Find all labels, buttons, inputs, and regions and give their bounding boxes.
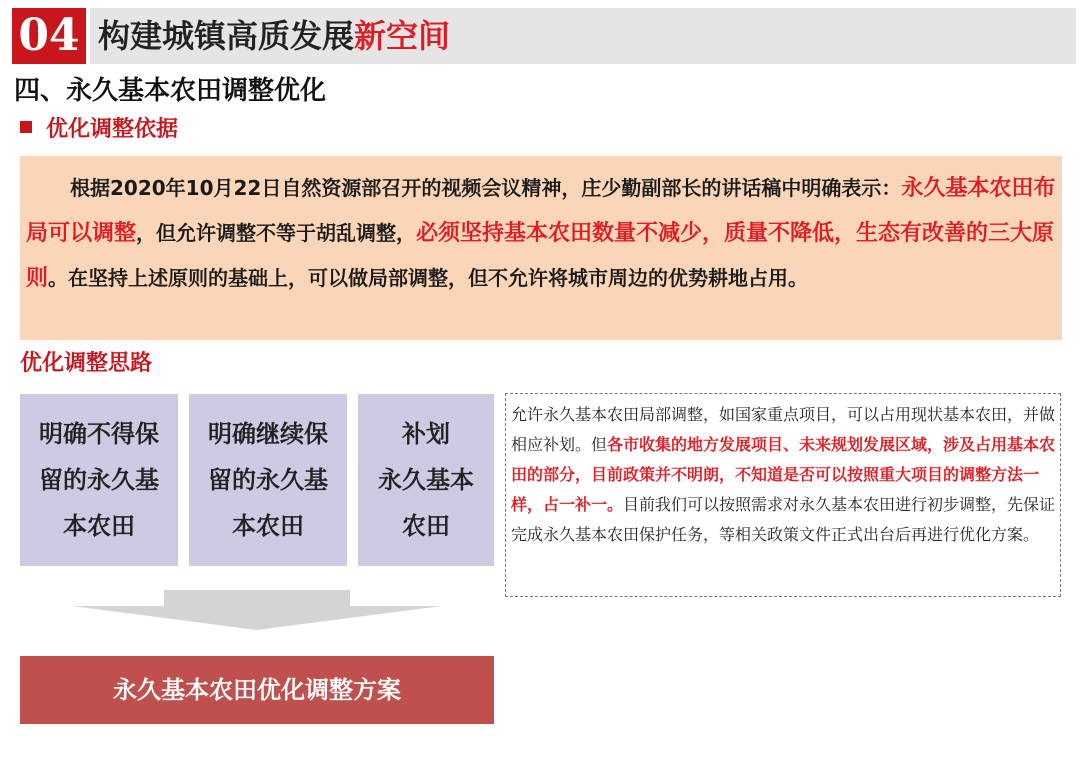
approach-heading: 优化调整思路 [20, 351, 153, 376]
card-line: 明确继续保 [208, 420, 328, 448]
note-highlight: 各市收集的地方发展项目、未来规划发展区域，涉及占用基本农田的部分，目前政策并不明朗，不知道是否可以按照重大项目的调整方法一样，占一补一。 [511, 435, 1056, 514]
card-line: 明确不得保 [39, 420, 159, 448]
note-text-2: 目前我们可以按照需求对永久基本农田进行初步调整，先保证完成永久基本农田保护任务，等相关政策文件正式出台后再进行优化方案。 [511, 495, 1056, 544]
basis-highlight-2: 必须坚持基本农田数量不减少，质量不降低，生态有改善的三大原则 [26, 221, 1055, 291]
header-bar [0, 0, 1080, 66]
approach-card-3 [358, 394, 494, 566]
approach-card-3-text [378, 411, 474, 549]
section-title: 四、永久基本农田调整优化 [14, 76, 327, 106]
result-box: 永久基本农田优化调整方案 [20, 656, 494, 724]
card-line: 农田 [402, 512, 450, 540]
basis-text-1: 根据2020年10月22日自然资源部召开的视频会议精神，庄少勤副部长的讲话稿中明确表示： [70, 176, 902, 200]
basis-heading-text: 优化调整依据 [46, 117, 179, 142]
approach-card-1 [20, 394, 178, 566]
header-title-highlight: 新空间 [354, 17, 451, 55]
basis-text-2: ，但允许调整不等于胡乱调整， [136, 221, 417, 245]
card-line: 本农田 [63, 512, 135, 540]
arrow-shape [72, 590, 442, 630]
basis-paragraph [26, 166, 1056, 301]
square-bullet-icon [20, 121, 32, 133]
basis-text-3: 。在坚持上述原则的基础上，可以做局部调整，但不允许将城市周边的优势耕地占用。 [48, 266, 809, 290]
card-line: 留的永久基 [39, 466, 159, 494]
basis-highlight-1: 永久基本农田布局可以调整 [26, 176, 1056, 246]
down-arrow-icon [72, 590, 442, 630]
header-title-prefix: 构建城镇高质发展 [98, 17, 355, 55]
header-title [98, 8, 450, 64]
note-paragraph [511, 400, 1057, 550]
approach-card-1-text [39, 411, 159, 549]
approach-card-2-text [208, 411, 328, 549]
section-number: 04 [12, 8, 86, 64]
card-line: 本农田 [232, 512, 304, 540]
approach-card-2 [189, 394, 347, 566]
basis-heading [20, 114, 178, 146]
card-line: 补划 [402, 420, 450, 448]
card-line: 留的永久基 [208, 466, 328, 494]
card-line: 永久基本 [378, 466, 474, 494]
note-text-1: 允许永久基本农田局部调整，如国家重点项目，可以占用现状基本农田，并做相应补划。但 [511, 405, 1056, 454]
